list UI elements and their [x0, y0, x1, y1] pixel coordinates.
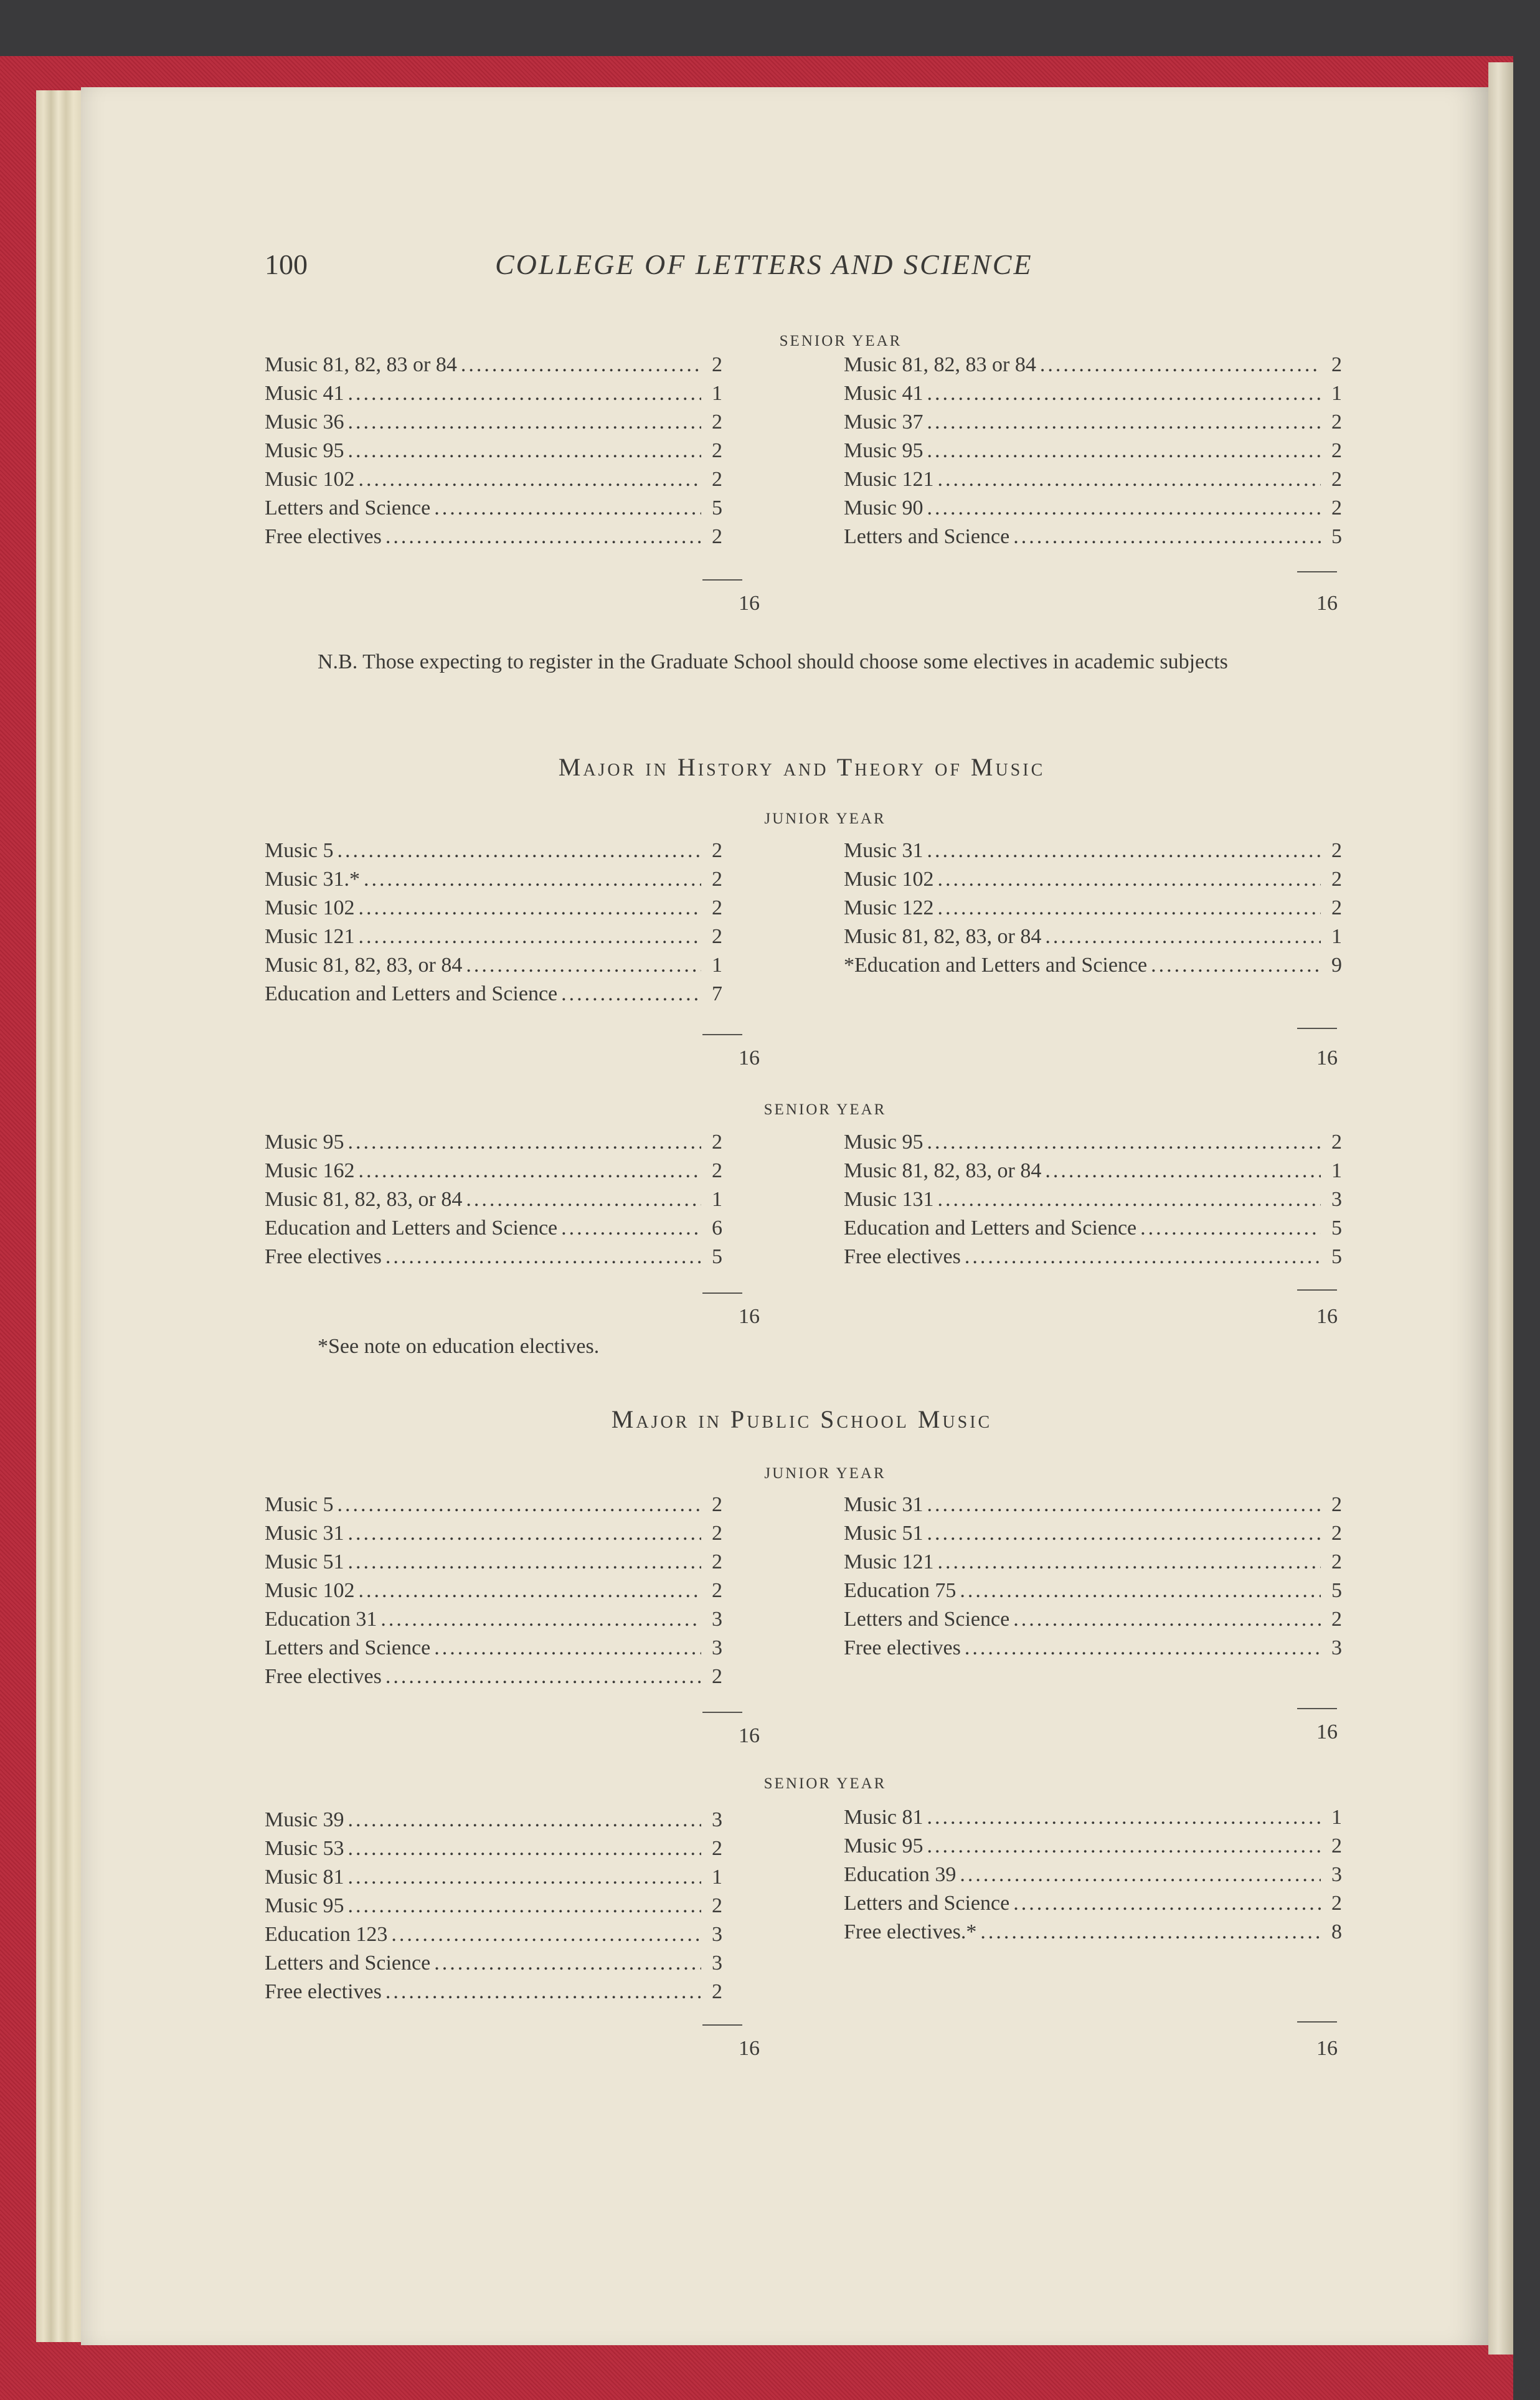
total-rule [1297, 1708, 1337, 1709]
total-rule [702, 579, 742, 581]
course-row: Music 131 ..... 3 [844, 1188, 1342, 1215]
course-row: Music 102 ..... 2 [265, 1579, 722, 1606]
course-row: Music 90 ..... 2 [844, 496, 1342, 524]
course-row: Music 95 ..... 2 [265, 1131, 722, 1158]
total-rule [1297, 1289, 1337, 1291]
course-row: Free electives ..... 5 [844, 1245, 1342, 1273]
year-heading: SENIOR YEAR [779, 333, 902, 349]
course-row: Music 41 ..... 1 [844, 382, 1342, 409]
total-rule [702, 1292, 742, 1294]
course-row: Letters and Science ..... 2 [844, 1608, 1342, 1635]
course-row: Music 162 ..... 2 [265, 1159, 722, 1187]
course-row: Music 81, 82, 83, or 84 ..... 1 [844, 925, 1342, 952]
course-row: Music 36 ..... 2 [265, 410, 722, 438]
credit-total: 16 [739, 1046, 760, 1070]
total-rule [702, 1712, 742, 1713]
total-rule [1297, 2021, 1337, 2023]
course-row: Music 95 ..... 2 [265, 439, 722, 467]
course-row: Letters and Science ..... 2 [844, 1892, 1342, 1919]
course-row: Music 31.* ..... 2 [265, 868, 722, 895]
course-row: Letters and Science ..... 5 [844, 525, 1342, 553]
credit-total: 16 [739, 2037, 760, 2060]
course-row: Free electives ..... 2 [265, 1980, 722, 2008]
course-row: Music 121 ..... 2 [844, 1550, 1342, 1578]
course-row: Education 75 ..... 5 [844, 1579, 1342, 1606]
course-row: Music 39 ..... 3 [265, 1808, 722, 1836]
credit-total: 16 [1316, 1720, 1338, 1743]
course-row: Free electives ..... 3 [844, 1636, 1342, 1664]
page-number: 100 [265, 249, 308, 280]
credit-total: 16 [1316, 592, 1338, 615]
total-rule [702, 1034, 742, 1035]
course-row: Music 37 ..... 2 [844, 410, 1342, 438]
total-rule [1297, 1028, 1337, 1029]
course-row: Education and Letters and Science ..... 7 [265, 982, 722, 1010]
course-row: Music 102 ..... 2 [265, 896, 722, 924]
course-row: Free electives ..... 2 [265, 525, 722, 553]
course-row: Letters and Science ..... 3 [265, 1952, 722, 1979]
section-title: Major in History and Theory of Music [558, 753, 1046, 781]
running-title: COLLEGE OF LETTERS AND SCIENCE [495, 249, 1033, 280]
credit-total: 16 [1316, 1305, 1338, 1328]
course-row: Music 41 ..... 1 [265, 382, 722, 409]
course-row: Letters and Science ..... 5 [265, 496, 722, 524]
footnote: *See note on education electives. [318, 1335, 600, 1358]
total-rule [1297, 571, 1337, 572]
course-row: Letters and Science ..... 3 [265, 1636, 722, 1664]
year-heading: SENIOR YEAR [763, 1101, 887, 1118]
credit-total: 16 [739, 1305, 760, 1328]
course-row: Music 95 ..... 2 [844, 1834, 1342, 1862]
course-row: Music 102 ..... 2 [265, 468, 722, 495]
credit-total: 16 [1316, 2037, 1338, 2060]
course-row: Free electives ..... 5 [265, 1245, 722, 1273]
book-gutter [1488, 62, 1513, 2355]
course-row: Education 31 ..... 3 [265, 1608, 722, 1635]
year-heading: SENIOR YEAR [763, 1775, 887, 1792]
course-row: Free electives ..... 2 [265, 1665, 722, 1692]
course-row: Music 51 ..... 2 [844, 1522, 1342, 1549]
course-row: Education and Letters and Science ..... 5 [844, 1217, 1342, 1244]
course-row: Music 81, 82, 83 or 84 ..... 2 [844, 353, 1342, 381]
year-heading: JUNIOR YEAR [764, 1465, 886, 1482]
year-heading: JUNIOR YEAR [764, 810, 886, 827]
course-row: Free electives.* ..... 8 [844, 1920, 1342, 1948]
course-row: Music 102 ..... 2 [844, 868, 1342, 895]
running-head [265, 248, 1339, 285]
credit-total: 16 [1316, 1046, 1338, 1070]
course-row: Music 81, 82, 83, or 84 ..... 1 [844, 1159, 1342, 1187]
course-row: Music 121 ..... 2 [265, 925, 722, 952]
course-row: Music 122 ..... 2 [844, 896, 1342, 924]
course-row: Music 31 ..... 2 [844, 839, 1342, 866]
course-row: Music 95 ..... 2 [265, 1894, 722, 1922]
course-row: Music 81 ..... 1 [265, 1866, 722, 1893]
course-row: Music 51 ..... 2 [265, 1550, 722, 1578]
course-row: Music 31 ..... 2 [265, 1522, 722, 1549]
course-row: Music 81, 82, 83 or 84 ..... 2 [265, 353, 722, 381]
course-row: Music 81 ..... 1 [844, 1806, 1342, 1833]
course-row: Music 53 ..... 2 [265, 1837, 722, 1864]
page-edges [36, 90, 86, 2342]
graduate-note: N.B. Those expecting to register in the Graduate School should choose some electives in academic subjects [318, 650, 1228, 673]
course-row: *Education and Letters and Science ..... 9 [844, 954, 1342, 981]
course-row: Music 81, 82, 83, or 84 ..... 1 [265, 1188, 722, 1215]
section-title: Major in Public School Music [611, 1405, 993, 1433]
course-row: Education 39 ..... 3 [844, 1863, 1342, 1890]
course-row: Music 31 ..... 2 [844, 1493, 1342, 1520]
course-row: Music 95 ..... 2 [844, 439, 1342, 467]
credit-total: 16 [739, 1724, 760, 1747]
course-row: Music 121 ..... 2 [844, 468, 1342, 495]
credit-total: 16 [739, 592, 760, 615]
course-row: Education 123 ..... 3 [265, 1923, 722, 1950]
course-row: Music 81, 82, 83, or 84 ..... 1 [265, 954, 722, 981]
course-row: Music 5 ..... 2 [265, 839, 722, 866]
course-row: Music 95 ..... 2 [844, 1131, 1342, 1158]
course-row: Education and Letters and Science ..... 6 [265, 1217, 722, 1244]
course-row: Music 5 ..... 2 [265, 1493, 722, 1520]
total-rule [702, 2024, 742, 2026]
